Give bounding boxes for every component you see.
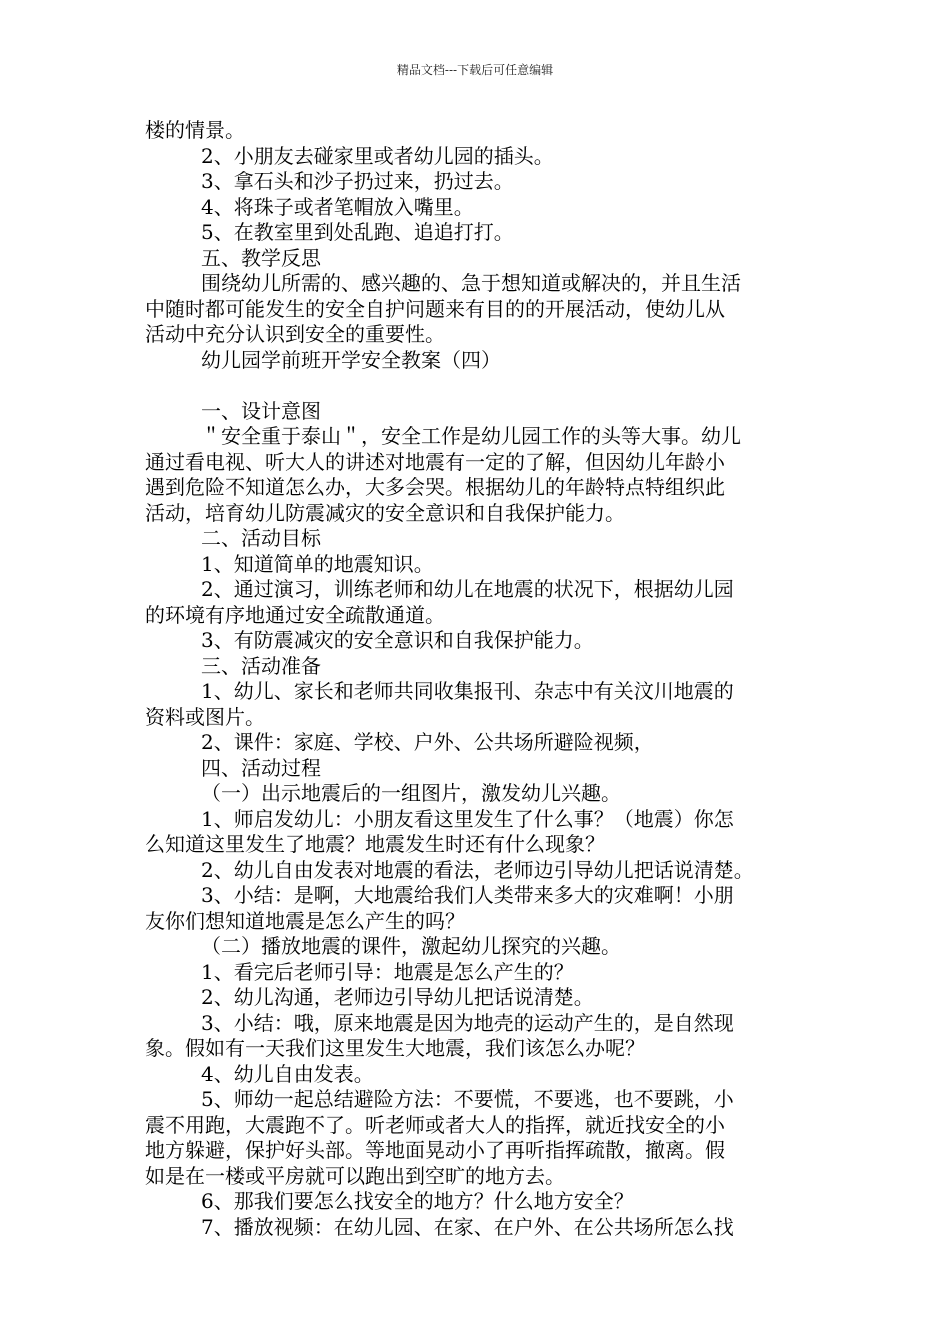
- text-line: 幼儿园学前班开学安全教案（四）: [201, 347, 501, 372]
- text-line: 友你们想知道地震是怎么产生的吗？: [145, 908, 465, 933]
- text-line: 6、那我们要怎么找安全的地方？什么地方安全？: [201, 1189, 634, 1213]
- text-line: 一、设计意图: [201, 398, 321, 423]
- text-line: 3、拿石头和沙子扔过来，扔过去。: [201, 169, 514, 193]
- text-line: 2、通过演习，训练老师和幼儿在地震的状况下，根据幼儿园: [201, 577, 734, 601]
- text-line: 象。假如有一天我们这里发生大地震，我们该怎么办呢？: [145, 1036, 645, 1060]
- text-line: 么知道这里发生了地震？地震发生时还有什么现象？: [145, 832, 605, 856]
- text-line: 2、小朋友去碰家里或者幼儿园的插头。: [201, 143, 554, 168]
- text-line: 震不用跑，大震跑不了。听老师或者大人的指挥，就近找安全的小: [145, 1112, 725, 1137]
- text-line: 3、小结：是啊，大地震给我们人类带来多大的灾难啊！小朋: [201, 883, 734, 907]
- text-line: 3、小结：哦，原来地震是因为地壳的运动产生的，是自然现: [201, 1010, 734, 1035]
- text-line: 中随时都可能发生的安全自护问题来有目的的开展活动，使幼儿从: [145, 296, 725, 321]
- text-line: 资料或图片。: [145, 704, 265, 729]
- text-line: 楼的情景。: [145, 118, 245, 142]
- text-line: 7、播放视频：在幼儿园、在家、在户外、在公共场所怎么找: [201, 1214, 734, 1239]
- text-line: 2、幼儿自由发表对地震的看法，老师边引导幼儿把话说清楚。: [201, 857, 754, 882]
- document-body: [145, 118, 807, 1240]
- text-line: 1、幼儿、家长和老师共同收集报刊、杂志中有关汶川地震的: [201, 679, 734, 703]
- text-line: 4、幼儿自由发表。: [201, 1061, 374, 1086]
- text-line: [145, 373, 807, 399]
- text-line: 地方躲避，保护好头部。等地面晃动小了再听指挥疏散，撤离。假: [145, 1138, 725, 1162]
- text-line: 如是在一楼或平房就可以跑出到空旷的地方去。: [145, 1163, 565, 1188]
- text-line: 的环境有序地通过安全疏散通道。: [145, 602, 445, 627]
- text-line: 1、师启发幼儿：小朋友看这里发生了什么事？（地震）你怎: [201, 806, 734, 831]
- text-line: 5、师幼一起总结避险方法：不要慌，不要逃，也不要跳，小: [201, 1087, 734, 1111]
- page-header: 精品文档---下载后可任意编辑: [396, 63, 554, 77]
- text-line: 3、有防震减灾的安全意识和自我保护能力。: [201, 628, 594, 652]
- text-line: 1、知道简单的地震知识。: [201, 551, 434, 576]
- text-line: 4、将珠子或者笔帽放入嘴里。: [201, 194, 474, 219]
- text-line: 围绕幼儿所需的、感兴趣的、急于想知道或解决的，并且生活: [201, 271, 741, 295]
- text-line: 遇到危险不知道怎么办，大多会哭。根据幼儿的年龄特点特组织此: [145, 475, 725, 499]
- text-line: 2、课件：家庭、学校、户外、公共场所避险视频，: [201, 730, 654, 754]
- text-line: 五、教学反思: [201, 245, 321, 270]
- text-line: （一）出示地震后的一组图片，激发幼儿兴趣。: [201, 781, 621, 805]
- text-line: 二、活动目标: [201, 526, 321, 550]
- text-line: 1、看完后老师引导：地震是怎么产生的？: [201, 959, 574, 984]
- text-line: 活动中充分认识到安全的重要性。: [145, 322, 445, 346]
- text-line: 三、活动准备: [201, 653, 321, 678]
- text-line: 通过看电视、听大人的讲述对地震有一定的了解，但因幼儿年龄小: [145, 449, 725, 474]
- text-line: 5、在教室里到处乱跑、追追打打。: [201, 220, 514, 244]
- text-line: ＂安全重于泰山＂，安全工作是幼儿园工作的头等大事。幼儿: [201, 424, 741, 448]
- text-line: 活动，培育幼儿防震减灾的安全意识和自我保护能力。: [145, 500, 625, 525]
- text-line: （二）播放地震的课件，激起幼儿探究的兴趣。: [201, 934, 621, 958]
- text-line: 2、幼儿沟通，老师边引导幼儿把话说清楚。: [201, 985, 594, 1009]
- text-line: 四、活动过程: [201, 755, 321, 780]
